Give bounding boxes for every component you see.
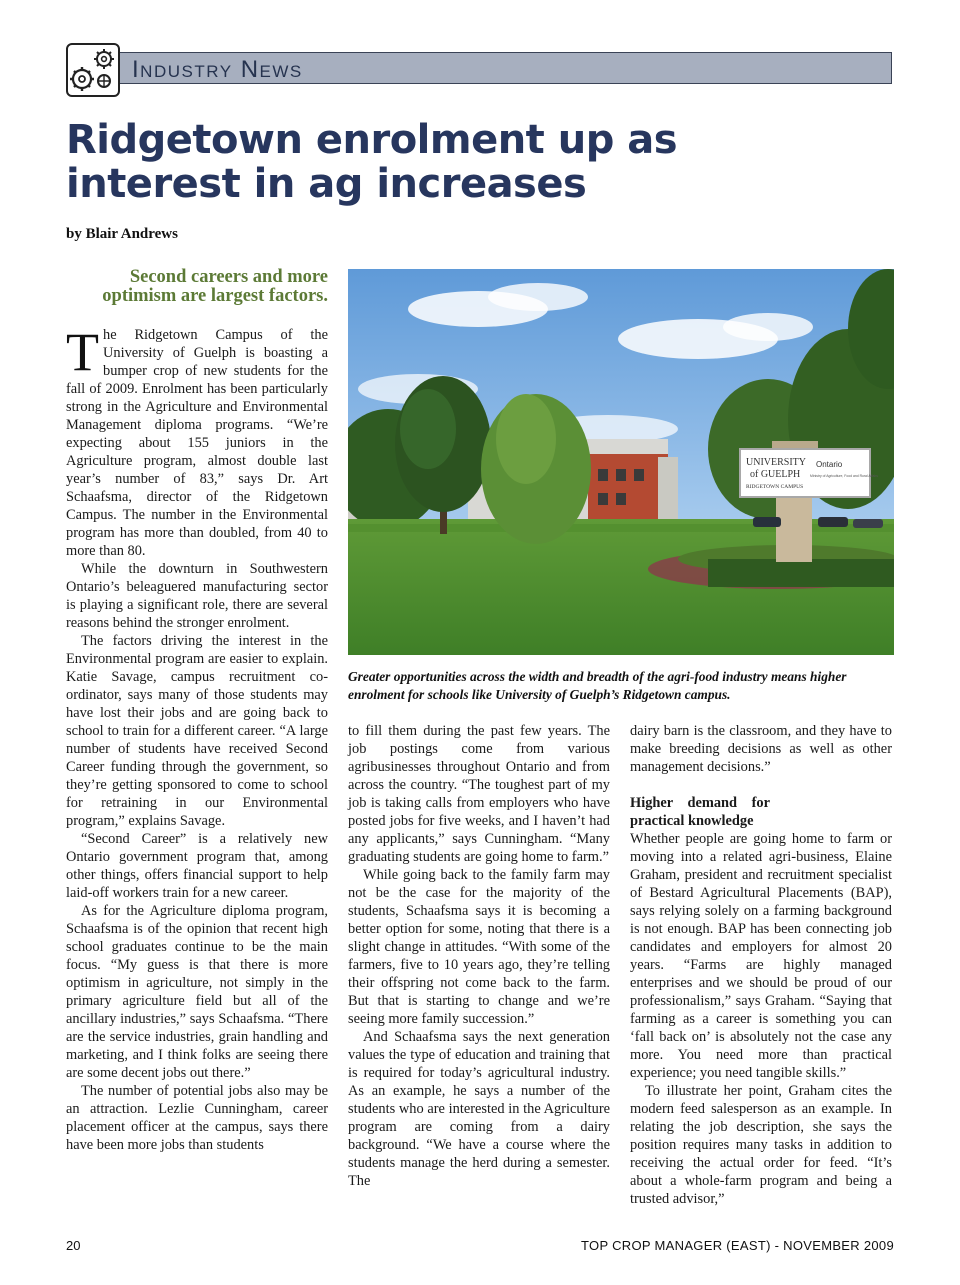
deck: Second careers and more optimism are largest factors.	[102, 267, 328, 306]
paragraph: And Schaafsma says the next generation values the type of education and training that is required for today’s agricultural industry. As an example, he says a number of the students who are interested in the Agriculture program are coming from a dairy background. “We have a course where the students manage the herd during a semester. The	[348, 1029, 610, 1189]
sign-campus: RIDGETOWN CAMPUS	[746, 484, 804, 490]
subhead: Higher demand for practical knowledge	[630, 795, 770, 829]
photo-caption: Greater opportunities across the width and breadth of the agri-food industry means higher enrolment for schools like University of Guelph’s Ridgetown campus.	[348, 669, 847, 702]
section-header	[66, 43, 894, 99]
headline: Ridgetown enrolment up as interest in ag increases	[66, 117, 678, 207]
sign-ontario: Ontario	[816, 460, 843, 469]
column-1	[66, 322, 328, 1154]
gears-icon	[66, 43, 120, 97]
campus-photo	[348, 269, 894, 655]
sign-university: UNIVERSITY	[746, 457, 806, 468]
paragraph: To illustrate her point, Graham cites the modern feed salesperson as an example. In relating the job description, she says the position requires many tasks in addition to receiving the actual order for feed. “It’s about a whole-farm program and being a trusted advisor,”	[630, 1083, 892, 1207]
folio: TOP CROP MANAGER (EAST) - NOVEMBER 2009	[581, 1238, 894, 1253]
section-label: Industry News	[132, 56, 303, 83]
paragraph: While the downturn in Southwestern Ontario’s beleaguered manufacturing sector is playing a significant role, there are several reasons behind the stronger enrolment.	[66, 561, 328, 631]
paragraph: The number of potential jobs also may be an attraction. Lezlie Cunningham, career placement officer at the campus, says there have been more jobs than students	[66, 1083, 328, 1153]
sign-guelph: of GUELPH	[750, 469, 801, 480]
drop-cap: T	[66, 322, 99, 382]
paragraph: Whether people are going home to farm or moving into a related agri-business, Elaine Graham, president and recruitment specialist of Bestard Agricultural Placements (BAP), says relying solely on a farming background is not enough. BAP has been connecting job candidates and employers for almost 20 years. “Farms are highly managed enterprises and we should be proud of our professionalism,” says Graham. “Saying that farming as a career is something you can ‘fall back on’ is absolutely not the case any more. You need more than practical experience; you need tangible skills.”	[630, 831, 892, 1081]
paragraph: to fill them during the past few years. The job postings come from various agribusinesses throughout Ontario and from across the country. “The toughest part of my job is taking calls from employers who have posted jobs for five weeks, and I haven’t had any applicants,” says Cunningham. “Many graduating students are going home to farm.”	[348, 723, 610, 865]
page-footer	[66, 1236, 894, 1256]
paragraph: dairy barn is the classroom, and they have to make breeding decisions as well as other management decisions.”	[630, 723, 892, 775]
section-bar	[120, 52, 892, 84]
paragraph: While going back to the family farm may not be the case for the majority of the students, Schaafsma says it is becoming a better option for some, noting that there is a slight change in attitudes. “With some of the farmers, five to 10 years ago, they’re telling their offspring not come back to the farm. But that is starting to change and we’re seeing more family succession.”	[348, 867, 610, 1027]
column-3	[630, 722, 892, 1208]
paragraph: The Ridgetown Campus of the University of Guelph is boasting a bumper crop of new students for the fall of 2009. Enrolment has been particularly strong in the Agriculture and Environmental Management diploma programs. “We’re expecting about 155 juniors in the Agriculture program, almost double last year’s number of 83,” says Dr. Art Schaafsma, director of the Ridgetown Campus. The number in the Environmental program has more than doubled, from 40 to more than 80.	[66, 322, 328, 559]
paragraph: As for the Agriculture diploma program, Schaafsma is of the opinion that recent high school graduates continue to be the main focus. “My guess is that there is more optimism in agriculture, not simply in the primary agriculture field but all of the ancillary industries,” says Schaafsma. “There are the service industries, grain handling and marketing, and I think folks are seeing there are some decent jobs out there.”	[66, 903, 328, 1081]
sign-ministry: Ministry of Agriculture, Food and Rural Affairs	[810, 474, 878, 478]
paragraph: The factors driving the interest in the Environmental program are easier to explain. Katie Savage, campus recruitment co-ordinator, says many of those students may have lost their jobs and are going back to school to train for a different career. “A large number of students have received Second Career funding through the government, so they’re getting sponsored to come to school for retraining in our Environmental program,” explains Savage.	[66, 633, 328, 829]
paragraph: “Second Career” is a relatively new Ontario government program that, among other things, offers financial support to help laid-off workers train for a new career.	[66, 831, 328, 901]
column-2	[348, 722, 610, 1190]
page-number: 20	[66, 1238, 81, 1253]
byline: by Blair Andrews	[66, 226, 178, 242]
